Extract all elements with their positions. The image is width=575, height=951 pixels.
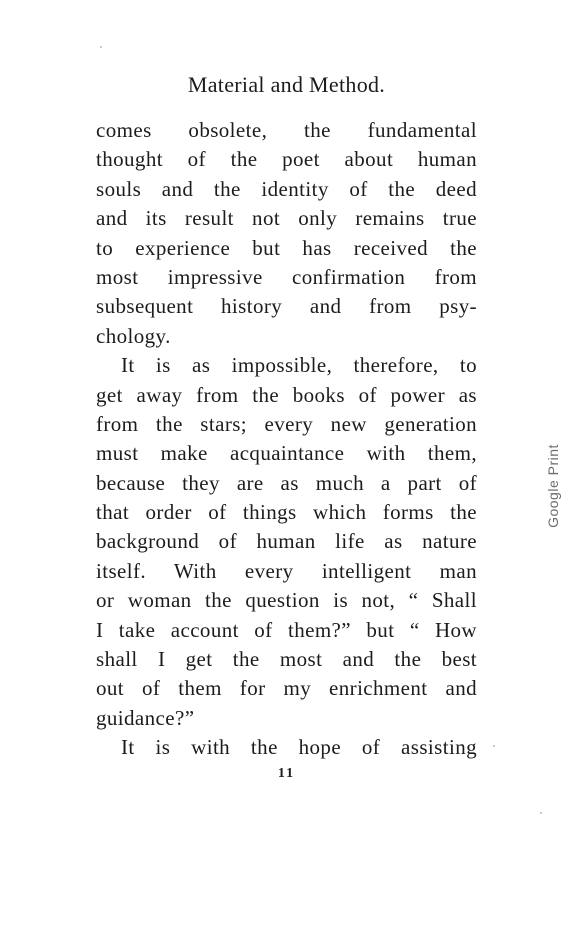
text-line: background of human life as nature bbox=[96, 529, 477, 554]
text-line: itself. With every intelligent man bbox=[96, 558, 477, 583]
text-line: from the stars; every new generation bbox=[96, 411, 477, 436]
google-print-watermark: Google Print bbox=[545, 444, 561, 528]
paragraph-first-line: It is with the hope of assisting bbox=[121, 735, 477, 760]
text-line: because they are as much a part of bbox=[96, 470, 477, 495]
text-line: to experience but has received the bbox=[96, 235, 477, 260]
text-line: subsequent history and from psy- bbox=[96, 294, 477, 319]
text-line: that order of things which forms the bbox=[96, 500, 477, 525]
text-line: get away from the books of power as bbox=[96, 382, 477, 407]
text-line: chology. bbox=[96, 323, 171, 348]
text-line: souls and the identity of the deed bbox=[96, 176, 477, 201]
text-line: must make acquaintance with them, bbox=[96, 441, 477, 466]
text-line: and its result not only remains true bbox=[96, 206, 477, 231]
paragraph-first-line: It is as impossible, therefore, to bbox=[121, 353, 477, 378]
paper-speck bbox=[540, 812, 542, 814]
body-text bbox=[96, 116, 477, 763]
text-line: out of them for my enrichment and bbox=[96, 676, 477, 701]
text-line: I take account of them?” but “ How bbox=[96, 617, 477, 642]
text-line: comes obsolete, the fundamental bbox=[96, 118, 477, 142]
running-head: Material and Method. bbox=[187, 72, 386, 97]
text-line: guidance?” bbox=[96, 705, 195, 730]
text-line: most impressive confirmation from bbox=[96, 264, 477, 289]
text-line: shall I get the most and the best bbox=[96, 647, 477, 672]
text-line: or woman the question is not, “ Shall bbox=[96, 588, 477, 613]
page-number: 11 bbox=[277, 766, 296, 781]
paper-speck bbox=[100, 46, 102, 48]
paper-speck bbox=[493, 745, 495, 747]
text-line: thought of the poet about human bbox=[96, 147, 477, 172]
